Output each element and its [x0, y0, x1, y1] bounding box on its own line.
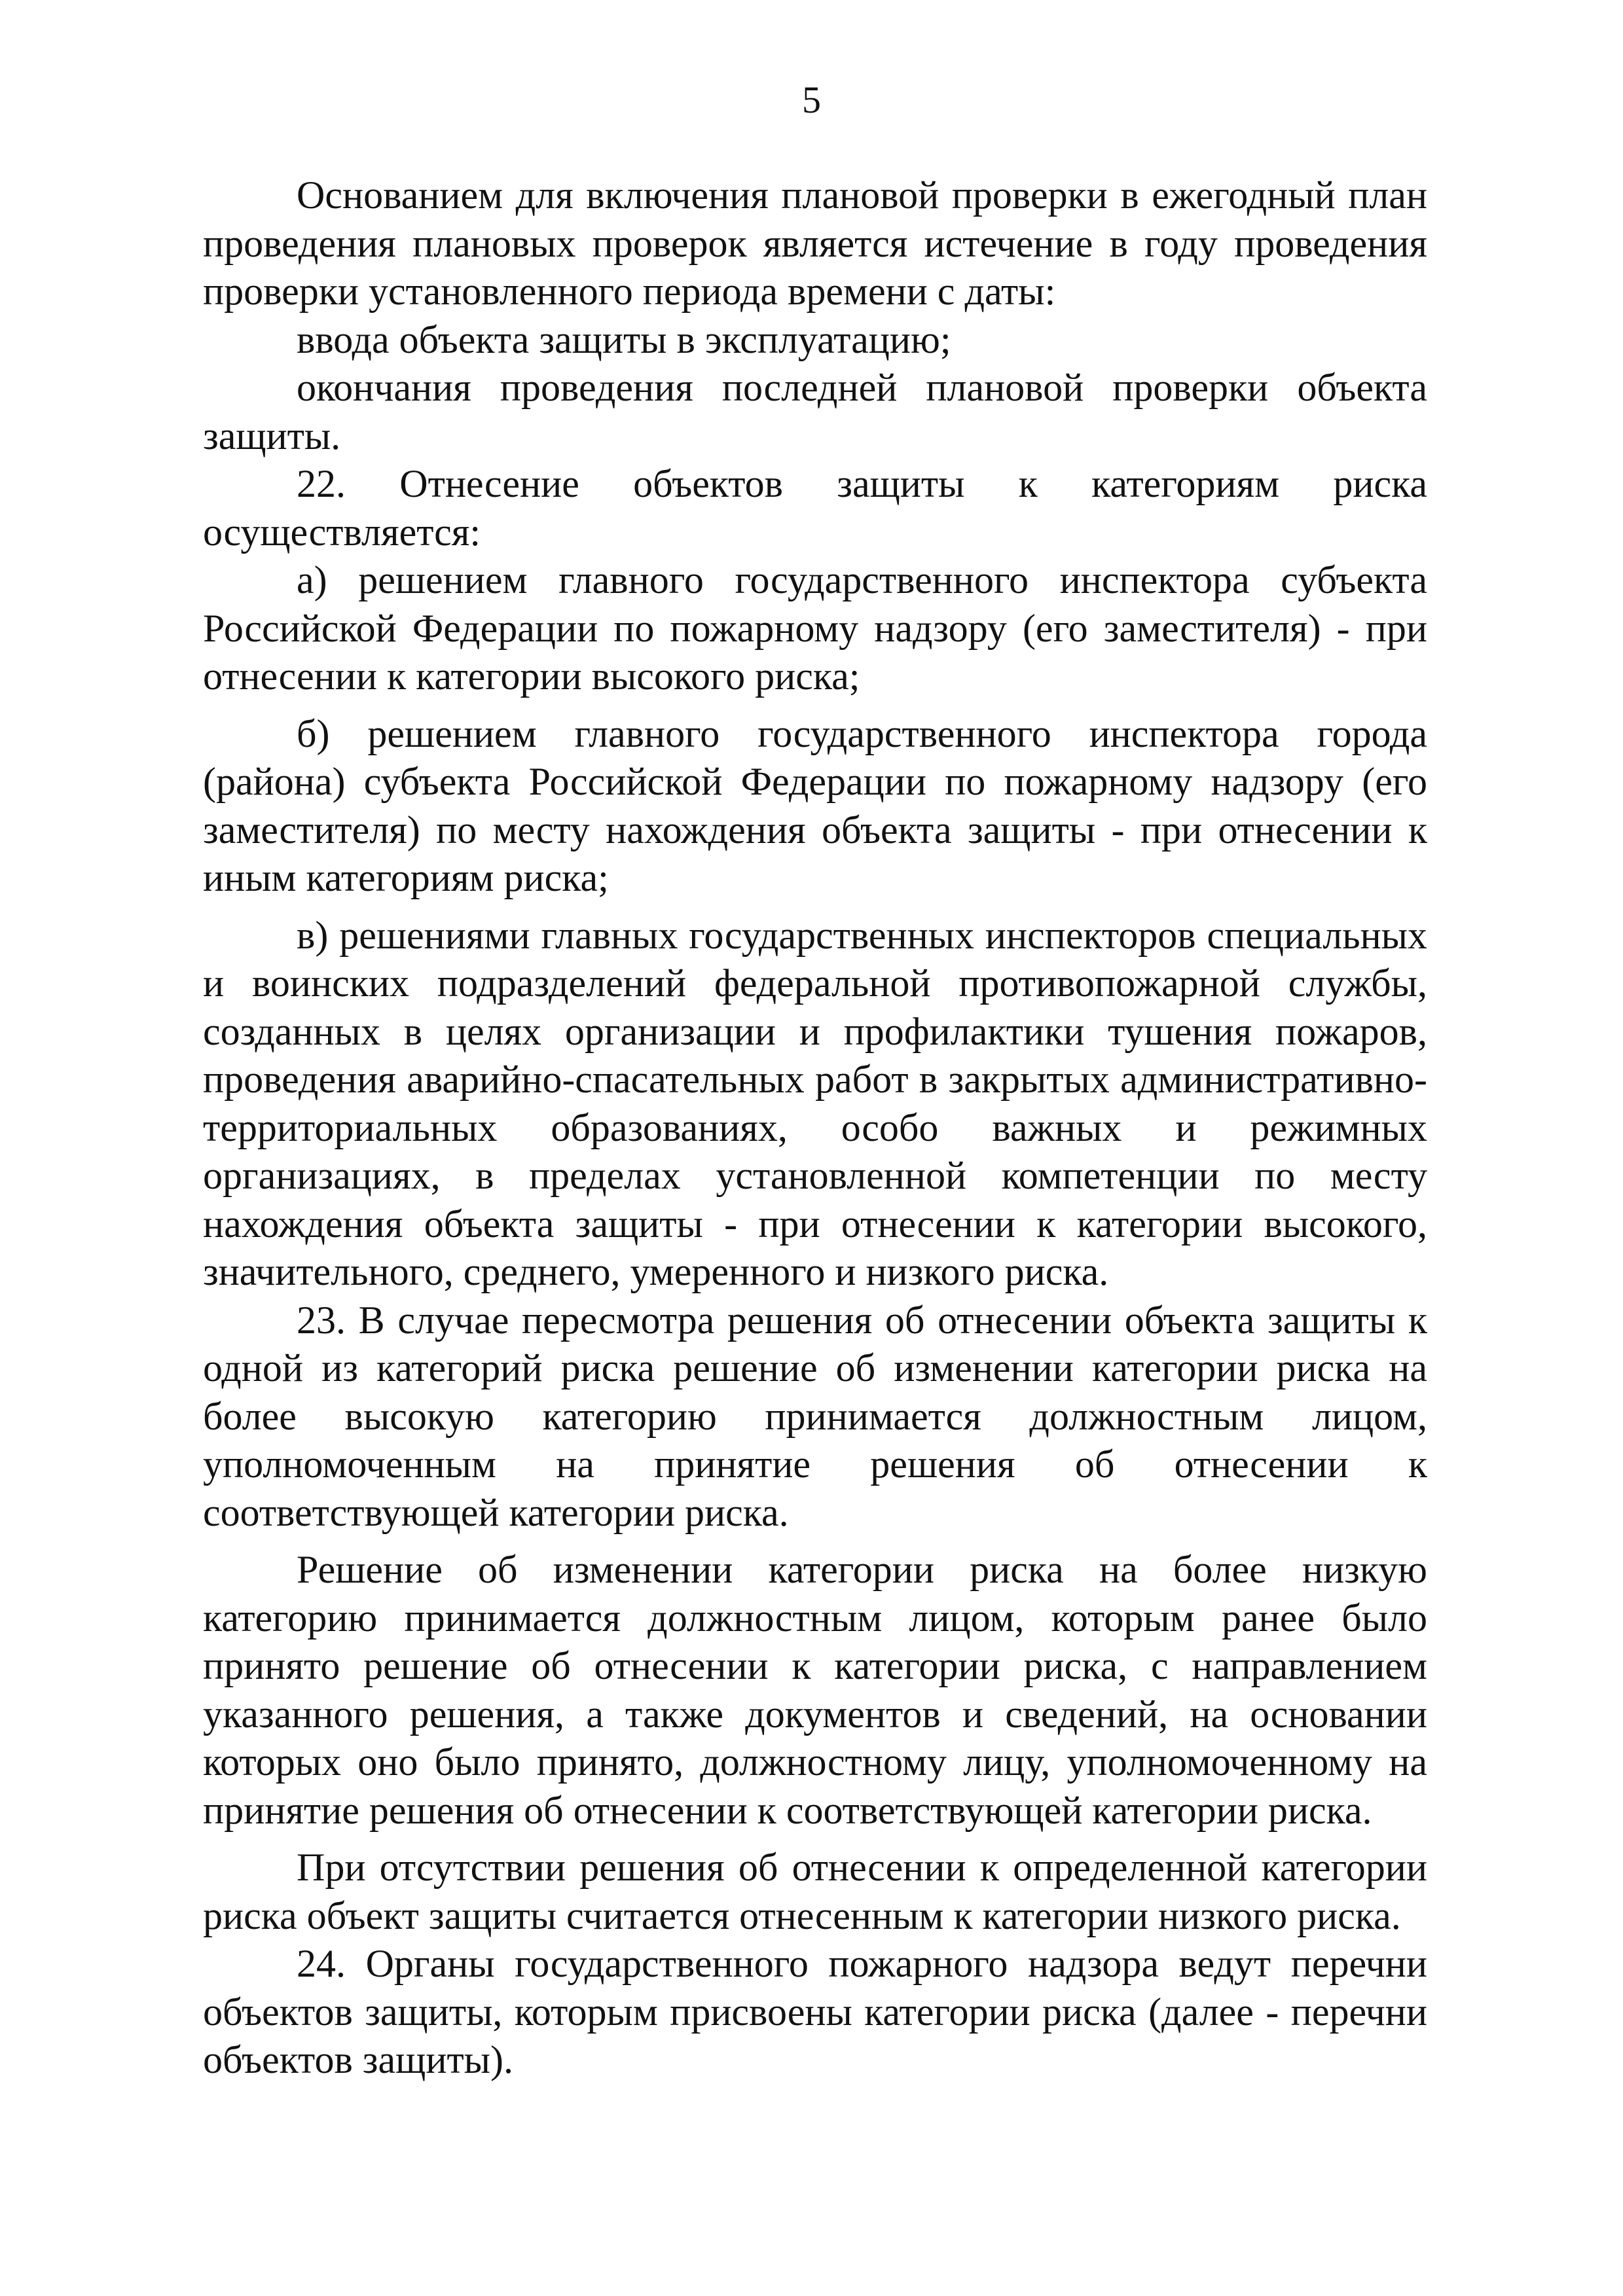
paragraph-item-22-v: в) решениями главных государственных инспекторов специальных и воинских подразделений федеральной противопожарной службы, созданных в целях организации и профилактики тушения пожаров, проведения аварийно-спасательных работ в закрытых административно-территориальных образованиях, особо важных и режимных организациях, в пределах установленной компетенции по месту нахождения объекта защиты - при отнесении к категории высокого, значительного, среднего, умеренного и низкого риска. [203, 913, 1427, 1293]
paragraph-item-23: 23. В случае пересмотра решения об отнесении объекта защиты к одной из категорий риска решение об изменении категории риска на более высокую категорию принимается должностным лицом, уполномоченным на принятие решения об отнесении к соответствующей категории риска. [203, 1298, 1427, 1534]
paragraph-lower-category: Решение об изменении категории риска на более низкую категорию принимается должностным лицом, которым ранее было принято решение об отнесении к категории риска, с направлением указанного решения, а также документов и сведений, на основании которых оно было принято, должностному лицу, уполномоченному на принятие решения об отнесении к соответствующей категории риска. [203, 1548, 1427, 1832]
paragraph-item-24: 24. Органы государственного пожарного надзора ведут перечни объектов защиты, которым присвоены категории риска (далее - перечни объектов защиты). [203, 1942, 1427, 2081]
paragraph-item-22: 22. Отнесение объектов защиты к категориям риска осуществляется: [203, 462, 1427, 554]
page-number: 5 [802, 79, 821, 121]
paragraph-item-22-a: а) решением главного государственного инспектора субъекта Российской Федерации по пожарному надзору (его заместителя) - при отнесении к категории высокого риска; [203, 558, 1427, 698]
paragraph-inspection-basis: Основанием для включения плановой проверки в ежегодный план проведения плановых проверок является истечение в году проведения проверки установленного периода времени с даты: [203, 173, 1427, 313]
paragraph-last-inspection-date: окончания проведения последней плановой проверки объекта защиты. [203, 366, 1427, 457]
paragraph-commissioning-date: ввода объекта защиты в эксплуатацию; [297, 317, 951, 361]
paragraph-item-22-b: б) решением главного государственного инспектора города (района) субъекта Российской Федерации по пожарному надзору (его заместителя) по месту нахождения объекта защиты - при отнесении к иным категориям риска; [203, 711, 1427, 899]
paragraph-absent-decision: При отсутствии решения об отнесении к определенной категории риска объект защиты считается отнесенным к категории низкого риска. [203, 1846, 1427, 1937]
document-body [203, 171, 1427, 2085]
